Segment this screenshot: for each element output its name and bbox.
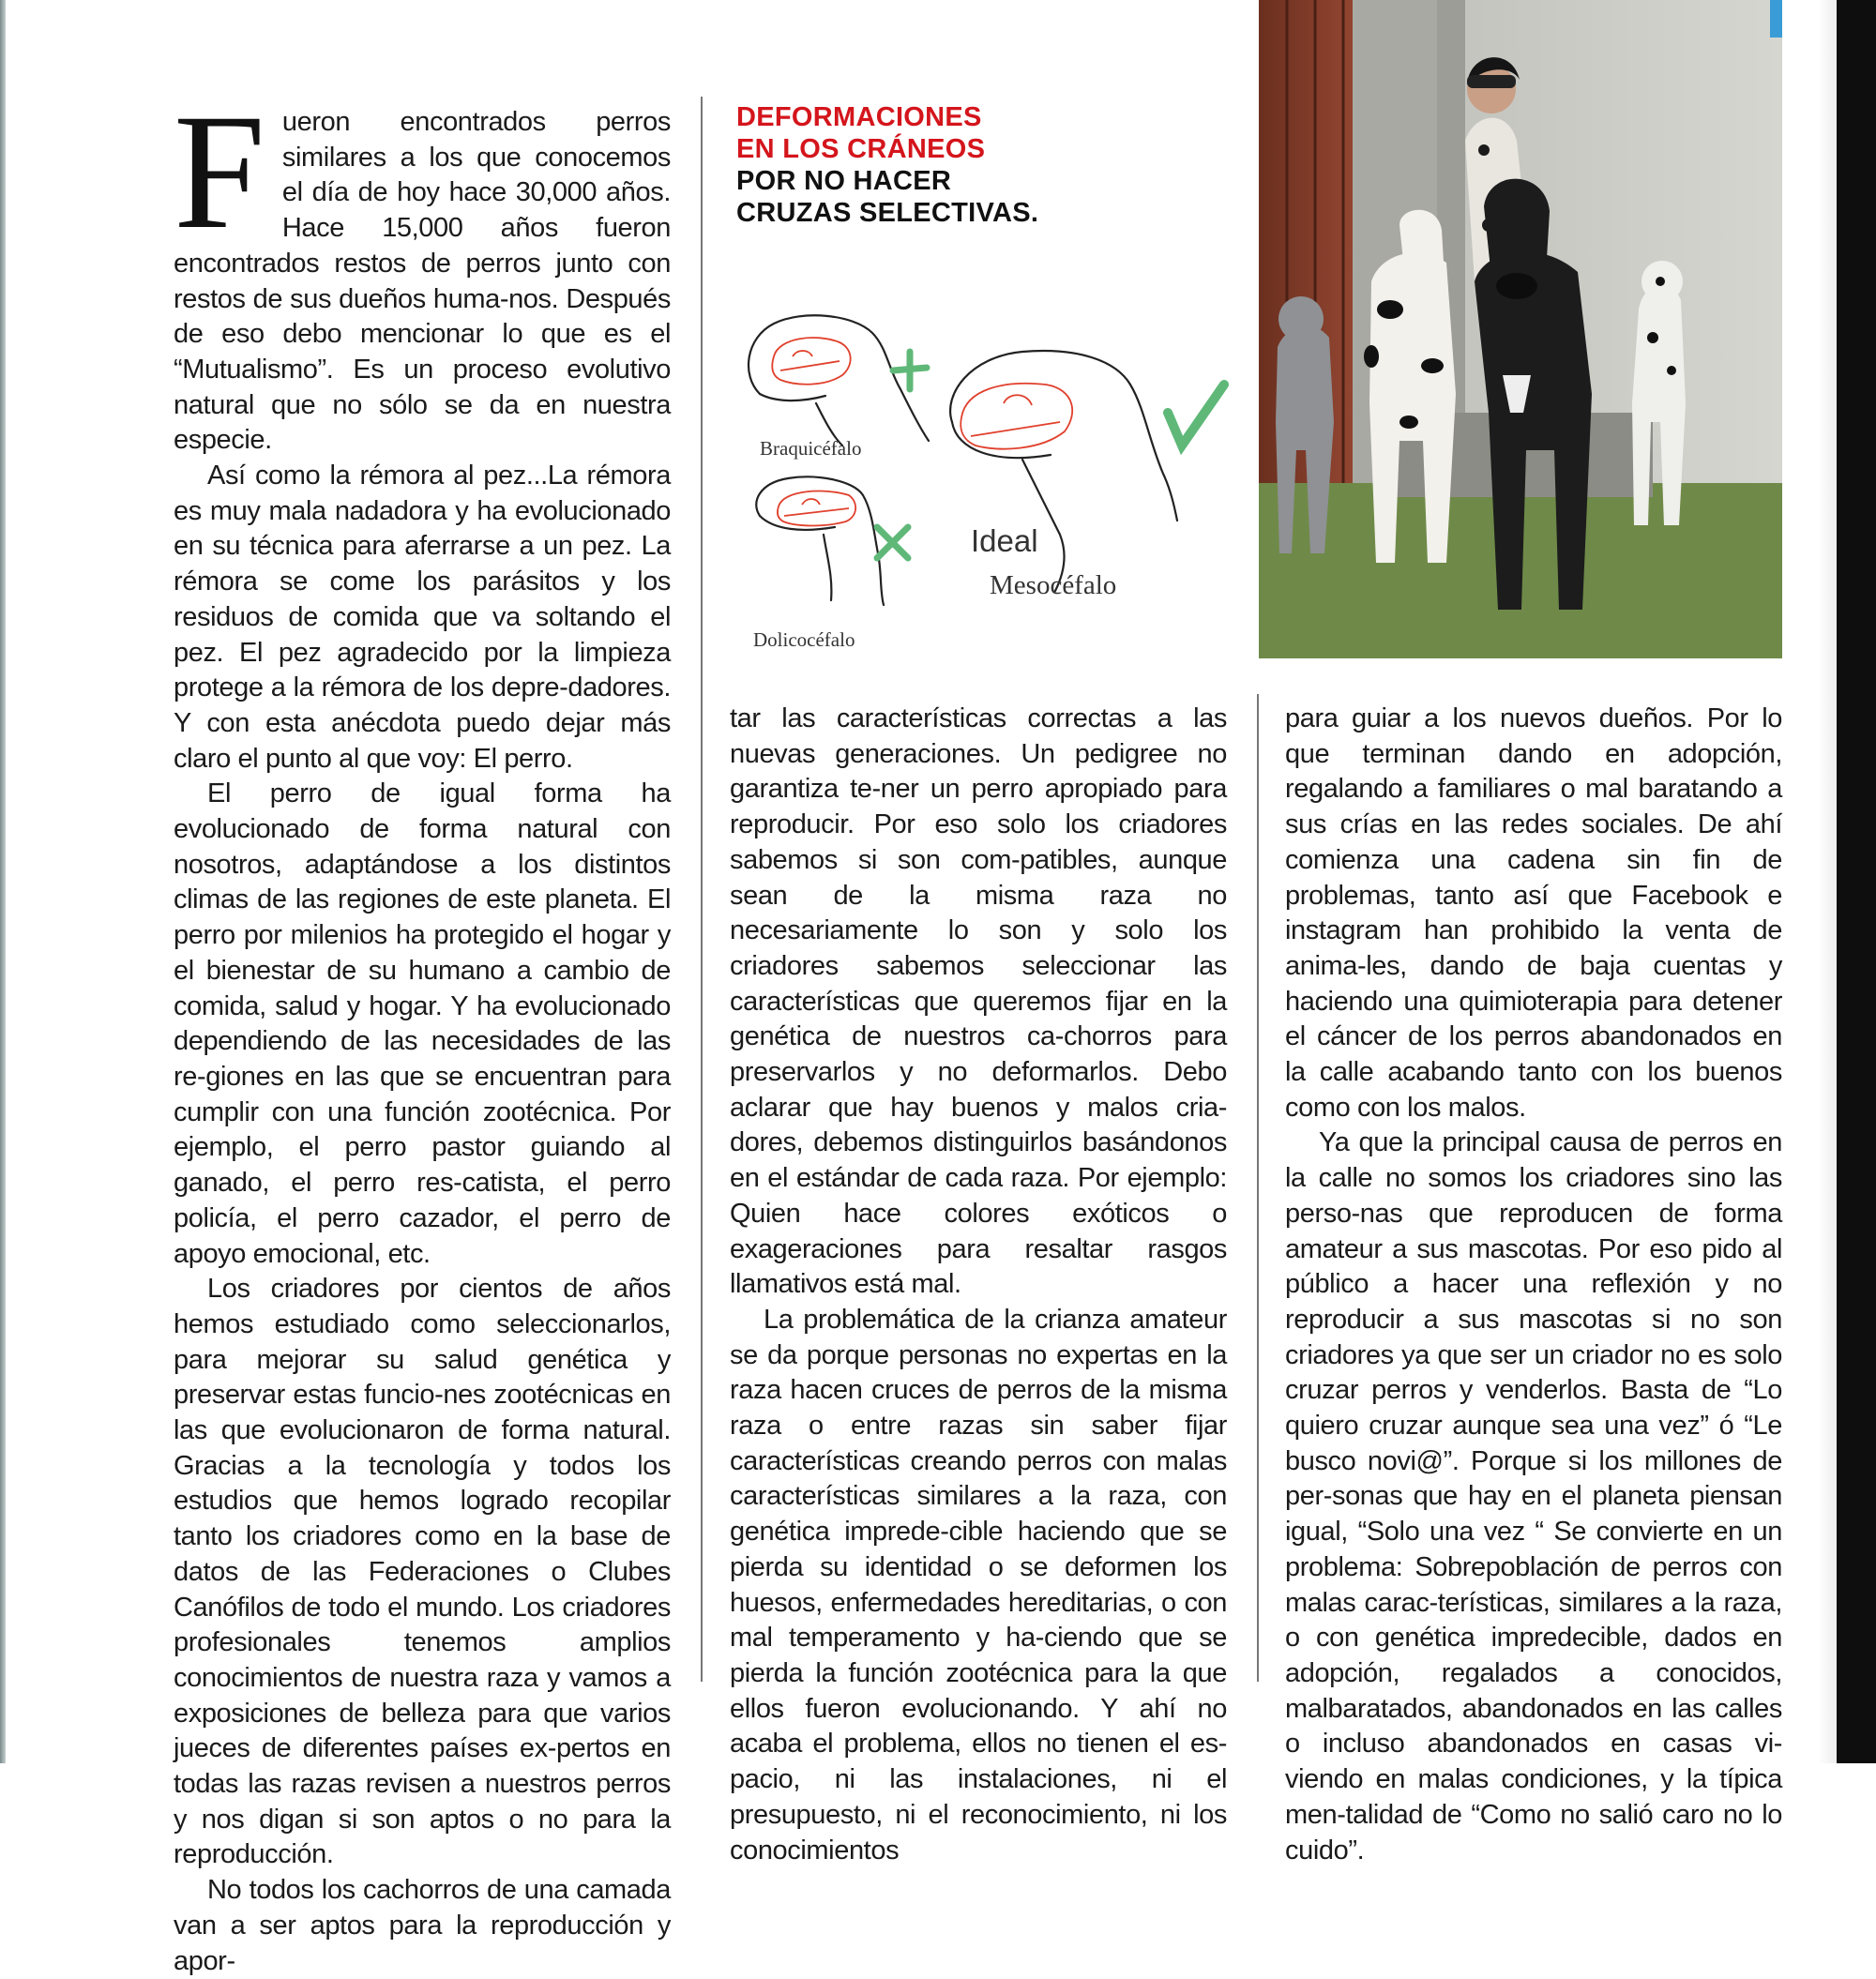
article-paragraph: Los criadores por cientos de años hemos estudiado como seleccionarlos, para mejorar su salud genética y preservar estas funcio-nes zootécnicas en las que evolucionaron de forma natural. Gracias a la tecnología y todos los estudios que hemos logrado recopilar tanto los criadores como en la base de datos de las Federaciones o Clubes Canófilos de todo el mundo. Los criadores profesionales tenemos amplios conocimientos de nuestra raza y vamos a exposiciones de belleza para que varios jueces de diferentes países ex-pertos en todas las razas revisen a nuestros perros y nos digan si son aptos o no para la reproducción.: [174, 1274, 671, 1870]
page-gutter-right: [1818, 0, 1837, 1763]
drop-cap: F: [174, 81, 265, 264]
skull-sketches: [722, 281, 1233, 657]
dogs-photo-illustration: [1259, 0, 1782, 658]
article-paragraph: La problemática de la crianza amateur se da porque personas no expertas en la raza hacen cruces de perros de la misma raza o entre razas sin saber fijar características creando perros con malas características similares a la raza, con genética imprede-cible haciendo que se pierda su identidad o se deformen los huesos, enfermedades hereditarias, o con mal temperamento y ha-ciendo que se pierda la función zootécnica para la que ellos fueron evolucionando. Y ahí no acaba el problema, ellos no tienen el es-pacio, ni las instalaciones, ni el presupuesto, ni el reconocimiento, ni los conocimientos: [730, 1304, 1227, 1866]
article-column-3: [1285, 702, 1782, 1868]
column-divider: [1257, 694, 1259, 1682]
article-paragraph: No todos los cachorros de una camada van a ser aptos para la reproducción y apor-: [174, 1875, 671, 1976]
heading-line: EN LOS CRÁNEOS: [736, 134, 986, 164]
heading-line: POR NO HACER: [736, 166, 952, 196]
article-paragraph: Así como la rémora al pez...La rémora es muy mala nadadora y ha evolucionado en su técnica para aferrarse a un pez. La rémora se come los parásitos y los residuos de comida que va soltando el pez. El pez agradecido por la limpieza protege a la rémora de los depre-dadores. Y con esta anécdota puedo dejar más claro el punto al que voy: El perro.: [174, 461, 671, 774]
skull-label-braquicefalo: Braquicéfalo: [760, 437, 862, 460]
article-column-2: [730, 702, 1227, 1868]
dogs-photo: [1259, 0, 1782, 658]
heading-line: CRUZAS SELECTIVAS.: [736, 198, 1039, 228]
check-mark-icon: [1168, 385, 1224, 446]
page-edge-right: [1837, 0, 1876, 1763]
skull-label-ideal: Ideal: [971, 523, 1038, 558]
article-paragraph: tar las características correctas a las nuevas generaciones. Un pedigree no garantiza te-ner un perro apropiado para reproducir. Por eso solo los criadores sabemos si son com-patibles, aunque sean de la misma raza no necesariamente lo son y solo los criadores sabemos seleccionar las características que queremos fijar en la genética de nuestros ca-chorros para preservarlos y no deformarlos. Debo aclarar que hay buenos y malos cria-dores, debemos distinguirlos basándonos en el estándar de cada raza. Por ejemplo: Quien hace colores exóticos o exageraciones para resaltar rasgos llamativos está mal.: [730, 703, 1227, 1300]
paragraph-text: ueron encontrados perros similares a los que conocemos el día de hoy hace 30,000 años. Hace 15,000 años fueron encontrados restos de perros junto con restos de sus dueños huma-nos. Después de eso debo mencionar lo que es el “Mutualismo”. Es un proceso evolutivo natural que no sólo se da en nuestra especie.: [174, 107, 671, 456]
article-column-1: [174, 81, 671, 1979]
skull-label-dolicocefalo: Dolicocéfalo: [753, 628, 855, 651]
article-paragraph: [174, 81, 671, 459]
heading-line: DEFORMACIONES: [736, 102, 982, 132]
sidebar-heading: [736, 101, 1224, 229]
article-paragraph: El perro de igual forma ha evolucionado de forma natural con nosotros, adaptándose a los distintos climas de las regiones de este planeta. El perro por milenios ha protegido el hogar y el bienestar de su humano a cambio de comida, salud y hogar. Y ha evolucionado dependiendo de las necesidades de las re-giones en las que se encuentran para cumplir con una función zootécnica. Por ejemplo, el perro pastor guiando al ganado, el perro res-catista, el perro policía, el perro cazador, el perro de apoyo emocional, etc.: [174, 778, 671, 1269]
article-paragraph: para guiar a los nuevos dueños. Por lo que terminan dando en adopción, regalando a familiares o mal baratando a sus crías en las redes sociales. De ahí comienza una cadena sin fin de problemas, tanto así que Facebook e instagram han prohibido la venta de anima-les, dando de baja cuentas y haciendo una quimioterapia para detener el cáncer de los perros abandonados en la calle acabando tanto con los buenos como con los malos.: [1285, 703, 1782, 1123]
article-paragraph: Ya que la principal causa de perros en la calle no somos los criadores sino las perso-nas que reproducen de forma amateur a sus mascotas. Por eso pido al público a hacer una reflexión y no reproducir a sus mascotas si no son criadores ya que ser un criador no es solo cruzar perros y venderlos. Basta de “Lo quiero cruzar aunque sea una vez” ó “Le busco novi@”. Porque si los millones de per-sonas que hay en el planeta piensan igual, “Solo una vez “ Se convierte en un problema: Sobrepoblación de perros con malas carac-terísticas, similares a la raza, o con genética impredecible, dados en adopción, regalados a conocidos, malbaratados, abandonados en las calles o incluso abandonados en casas vi-viendo en malas condiciones, y la típica men-talidad de “Como no salió caro no lo cuido”.: [1285, 1127, 1782, 1866]
skull-types-diagram: [722, 281, 1233, 657]
column-divider: [701, 97, 703, 1682]
page-edge-left: [0, 0, 6, 1763]
skull-label-mesocefalo: Mesocéfalo: [990, 570, 1117, 600]
cross-mark-icon: [877, 527, 908, 558]
